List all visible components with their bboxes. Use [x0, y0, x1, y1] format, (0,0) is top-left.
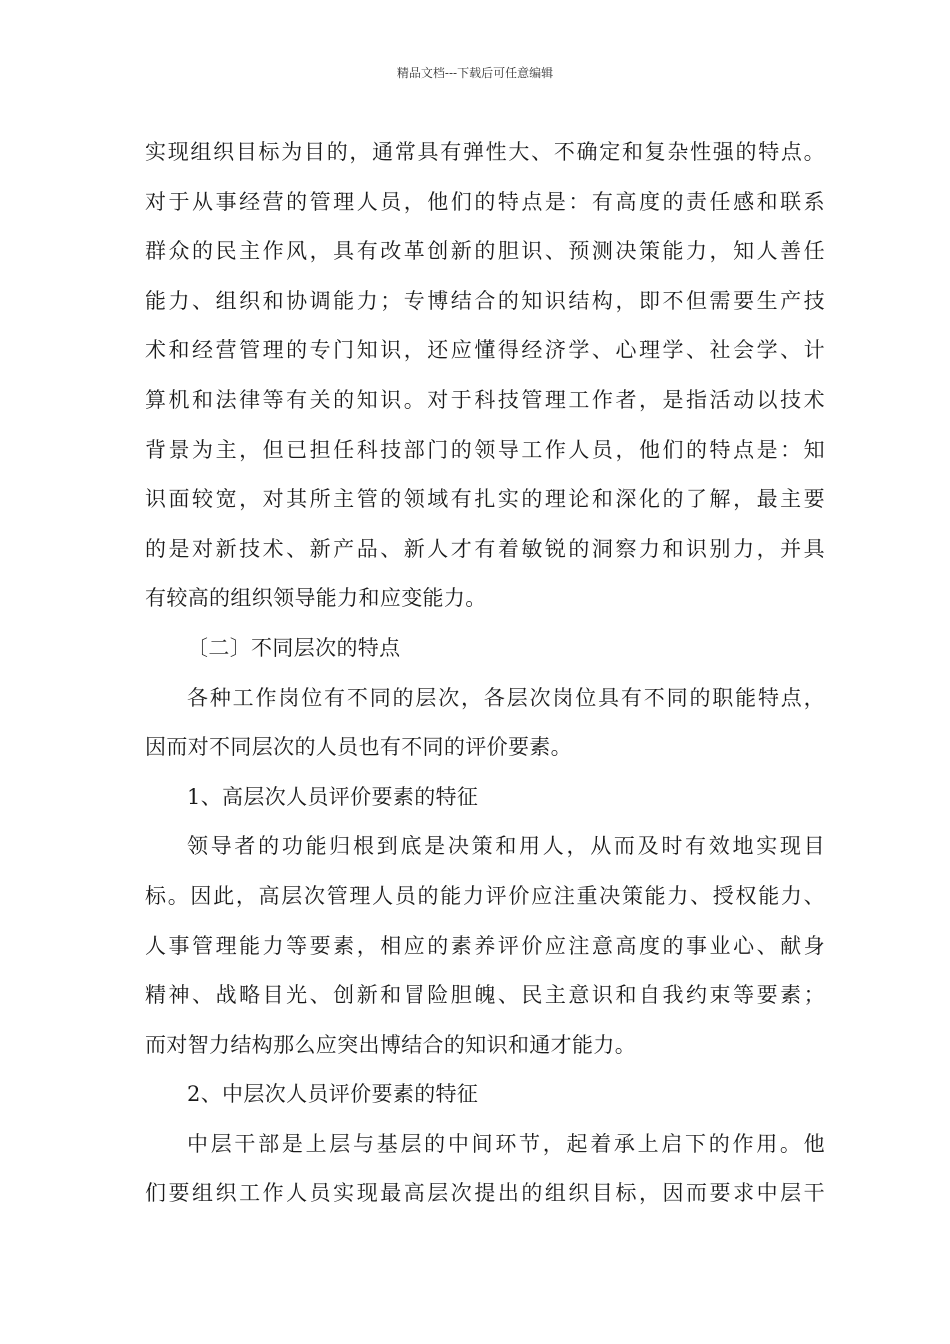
- body-line: 们要组织工作人员实现最高层次提出的组织目标，因而要求中层干: [145, 1181, 825, 1206]
- body-line: 有较高的组织领导能力和应变能力。: [145, 586, 487, 611]
- body-line: 群众的民主作风，具有改革创新的胆识、预测决策能力，知人善任: [145, 239, 825, 264]
- document-body: [145, 128, 825, 1219]
- subsection-heading: 2、中层次人员评价要素的特征: [187, 1082, 479, 1107]
- body-line: 术和经营管理的专门知识，还应懂得经济学、心理学、社会学、计: [145, 338, 825, 363]
- body-line: 各种工作岗位有不同的层次，各层次岗位具有不同的职能特点，: [187, 685, 825, 710]
- body-line: 精神、战略目光、创新和冒险胆魄、民主意识和自我约束等要素；: [145, 983, 825, 1008]
- body-line: 背景为主，但已担任科技部门的领导工作人员，他们的特点是：知: [145, 437, 825, 462]
- body-line: 中层干部是上层与基层的中间环节，起着承上启下的作用。他: [187, 1131, 825, 1156]
- body-line: 标。因此，高层次管理人员的能力评价应注重决策能力、授权能力、: [145, 883, 825, 908]
- body-line: 能力、组织和协调能力；专博结合的知识结构，即不但需要生产技: [145, 288, 825, 313]
- body-line: 而对智力结构那么应突出博结合的知识和通才能力。: [145, 1032, 637, 1057]
- body-line: 人事管理能力等要素，相应的素养评价应注意高度的事业心、献身: [145, 933, 825, 958]
- body-line: 因而对不同层次的人员也有不同的评价要素。: [145, 735, 572, 760]
- body-line: 对于从事经营的管理人员，他们的特点是：有高度的责任感和联系: [145, 189, 825, 214]
- body-line: 实现组织目标为目的，通常具有弹性大、不确定和复杂性强的特点。: [145, 140, 825, 164]
- body-line: 领导者的功能归根到底是决策和用人，从而及时有效地实现目: [187, 834, 825, 859]
- subsection-heading: 1、高层次人员评价要素的特征: [187, 784, 479, 809]
- body-line: 识面较宽，对其所主管的领域有扎实的理论和深化的了解，最主要: [145, 487, 825, 512]
- page-header: 精品文档---下载后可任意编辑: [396, 66, 554, 80]
- section-heading: 〔二〕不同层次的特点: [187, 635, 401, 660]
- body-line: 的是对新技术、新产品、新人才有着敏锐的洞察力和识别力，并具: [145, 536, 825, 561]
- body-line: 算机和法律等有关的知识。对于科技管理工作者，是指活动以技术: [145, 387, 825, 412]
